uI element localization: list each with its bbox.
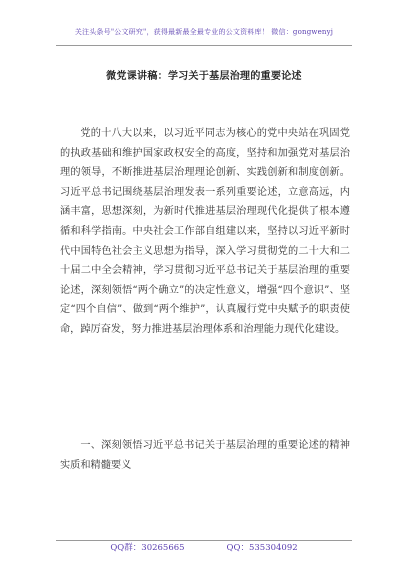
header-banner: 关注头条号"公文研究"，获得最新最全最专业的公文资料库！ 微信：gongwenyj — [74, 28, 334, 36]
section-heading: 一、深刻领悟习近平总书记关于基层治理的重要论述的精神实质和精髓要义 — [60, 440, 350, 471]
footer-contacts — [0, 541, 408, 553]
footer-qq-group: QQ群：30265665 — [110, 543, 185, 553]
document-title: 微党课讲稿：学习关于基层治理的重要论述 — [106, 71, 302, 82]
footer-qq-number: QQ：535304092 — [226, 543, 298, 553]
document-body — [60, 124, 350, 340]
header-divider — [56, 45, 352, 46]
body-paragraph: 党的十八大以来，以习近平同志为核心的党中央站在巩固党的执政基础和维护国家政权安全的高度，坚持和加强党对基层治理的领导，不断推进基层治理理论创新、实践创新和制度创新。习近平总书记围绕基层治理发表一系列重要论述，立意高远，内涵丰富，思想深刻，为新时代推进基层治理现代化提供了根本遵循和科学指南。中央社会工作部自组建以来，坚持以习近平新时代中国特色社会主义思想为指导，深入学习贯彻党的二十大和二十届二中全会精神，学习贯彻习近平总书记关于基层治理的重要论述，深刻领悟“两个确立”的决定性意义，增强“四个意识”、坚定“四个自信”、做到“两个维护”，认真履行党中央赋予的职责使命，踔厉奋发，努力推进基层治理体系和治理能力现代化建设。 — [60, 128, 350, 335]
